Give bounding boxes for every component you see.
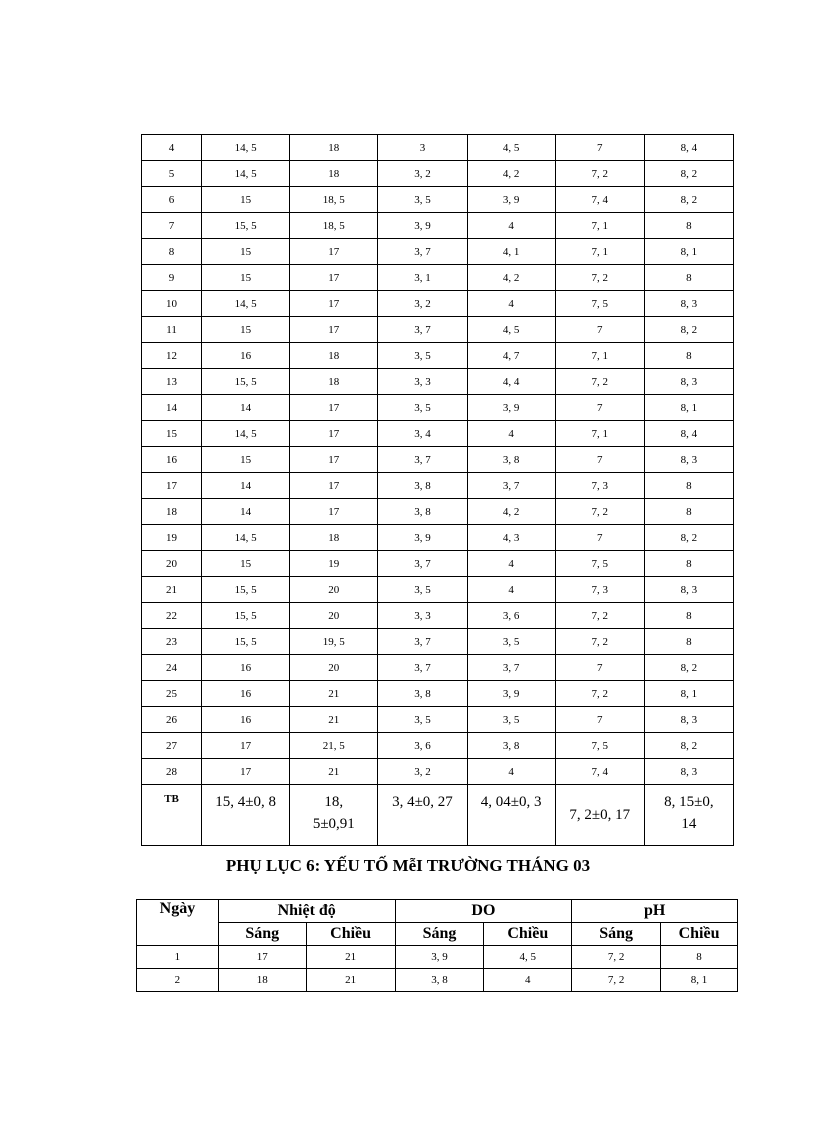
header-temperature: Nhiệt độ bbox=[218, 900, 395, 923]
cell-temp-morning: 17 bbox=[202, 733, 290, 759]
cell-do-afternoon: 3, 9 bbox=[467, 395, 555, 421]
cell-ph-afternoon: 8 bbox=[644, 343, 733, 369]
cell-temp-morning: 15, 5 bbox=[202, 629, 290, 655]
cell-day: 26 bbox=[142, 707, 202, 733]
cell-ph-morning: 7, 2 bbox=[555, 603, 644, 629]
cell-temp-morning: 15, 5 bbox=[202, 369, 290, 395]
table-row bbox=[142, 707, 734, 733]
cell-ph-morning: 7 bbox=[555, 655, 644, 681]
avg-do-afternoon: 4, 04±0, 3 bbox=[467, 785, 555, 846]
cell-temp-afternoon: 17 bbox=[290, 499, 378, 525]
cell-day: 6 bbox=[142, 187, 202, 213]
avg-temp-afternoon-line2: 5±0,91 bbox=[312, 816, 355, 832]
table-row bbox=[142, 421, 734, 447]
cell-ph-morning: 7, 2 bbox=[555, 681, 644, 707]
cell-temp-morning: 15 bbox=[202, 187, 290, 213]
cell-ph-afternoon: 8, 2 bbox=[644, 187, 733, 213]
cell-ph-morning: 7 bbox=[555, 395, 644, 421]
avg-temp-afternoon bbox=[290, 785, 378, 846]
header-row-2 bbox=[137, 923, 738, 946]
cell-ph-afternoon: 8, 1 bbox=[644, 395, 733, 421]
cell-do-morning: 3, 5 bbox=[378, 343, 467, 369]
cell-do-afternoon: 4 bbox=[467, 551, 555, 577]
cell-day: 28 bbox=[142, 759, 202, 785]
cell-ph-morning: 7, 1 bbox=[555, 343, 644, 369]
cell-temp-morning: 15 bbox=[202, 551, 290, 577]
cell-day: 9 bbox=[142, 265, 202, 291]
cell-temp-morning: 15 bbox=[202, 239, 290, 265]
cell-do-morning: 3 bbox=[378, 135, 467, 161]
header-temp-afternoon: Chiều bbox=[306, 923, 395, 946]
cell-do-afternoon: 3, 8 bbox=[467, 733, 555, 759]
table-row bbox=[142, 213, 734, 239]
cell-temp-afternoon: 18 bbox=[290, 135, 378, 161]
cell-day: 23 bbox=[142, 629, 202, 655]
cell-ph-morning: 7, 1 bbox=[555, 239, 644, 265]
cell-day: 15 bbox=[142, 421, 202, 447]
cell-temp-morning: 15 bbox=[202, 447, 290, 473]
cell-temp-afternoon: 21 bbox=[306, 946, 395, 969]
cell-ph-morning: 7, 4 bbox=[555, 759, 644, 785]
cell-ph-afternoon: 8 bbox=[644, 499, 733, 525]
cell-ph-afternoon: 8, 1 bbox=[644, 239, 733, 265]
cell-do-morning: 3, 7 bbox=[378, 447, 467, 473]
cell-do-afternoon: 3, 6 bbox=[467, 603, 555, 629]
cell-temp-afternoon: 19, 5 bbox=[290, 629, 378, 655]
avg-ph-afternoon-line2: 14 bbox=[681, 816, 697, 832]
cell-ph-afternoon: 8 bbox=[644, 213, 733, 239]
cell-day: 17 bbox=[142, 473, 202, 499]
table-row bbox=[142, 239, 734, 265]
table-row bbox=[142, 655, 734, 681]
cell-do-afternoon: 3, 5 bbox=[467, 629, 555, 655]
cell-day: 7 bbox=[142, 213, 202, 239]
cell-ph-afternoon: 8, 3 bbox=[644, 447, 733, 473]
cell-ph-afternoon: 8 bbox=[644, 551, 733, 577]
cell-temp-morning: 14 bbox=[202, 395, 290, 421]
header-do: DO bbox=[395, 900, 572, 923]
cell-do-afternoon: 4, 2 bbox=[467, 499, 555, 525]
cell-do-afternoon: 4 bbox=[467, 291, 555, 317]
cell-do-afternoon: 4 bbox=[467, 577, 555, 603]
cell-do-morning: 3, 8 bbox=[378, 681, 467, 707]
cell-do-morning: 3, 3 bbox=[378, 603, 467, 629]
cell-do-afternoon: 3, 9 bbox=[467, 187, 555, 213]
cell-do-afternoon: 4 bbox=[467, 421, 555, 447]
header-ph: pH bbox=[572, 900, 738, 923]
cell-do-morning: 3, 7 bbox=[378, 655, 467, 681]
table-row bbox=[142, 603, 734, 629]
section-title: PHỤ LỤC 6: YẾU TỐ MễI TRƯỜNG THÁNG 03 bbox=[225, 856, 591, 875]
cell-ph-morning: 7 bbox=[555, 447, 644, 473]
cell-do-afternoon: 4, 3 bbox=[467, 525, 555, 551]
cell-do-morning: 3, 7 bbox=[378, 239, 467, 265]
cell-do-morning: 3, 8 bbox=[378, 473, 467, 499]
cell-temp-afternoon: 20 bbox=[290, 655, 378, 681]
header-day: Ngày bbox=[137, 900, 219, 946]
cell-ph-afternoon: 8, 1 bbox=[644, 681, 733, 707]
cell-temp-afternoon: 21, 5 bbox=[290, 733, 378, 759]
cell-do-afternoon: 4, 5 bbox=[467, 135, 555, 161]
cell-do-afternoon: 4, 2 bbox=[467, 265, 555, 291]
cell-day: 1 bbox=[137, 946, 219, 969]
table-row bbox=[142, 551, 734, 577]
cell-ph-morning: 7, 2 bbox=[572, 969, 661, 992]
cell-day: 19 bbox=[142, 525, 202, 551]
cell-ph-afternoon: 8, 2 bbox=[644, 161, 733, 187]
cell-temp-afternoon: 21 bbox=[290, 681, 378, 707]
cell-temp-morning: 14, 5 bbox=[202, 161, 290, 187]
cell-day: 11 bbox=[142, 317, 202, 343]
cell-temp-afternoon: 18 bbox=[290, 161, 378, 187]
table-row bbox=[142, 629, 734, 655]
cell-day: 5 bbox=[142, 161, 202, 187]
cell-ph-afternoon: 8 bbox=[644, 629, 733, 655]
cell-temp-afternoon: 21 bbox=[290, 759, 378, 785]
cell-ph-morning: 7, 2 bbox=[555, 161, 644, 187]
cell-temp-morning: 17 bbox=[202, 759, 290, 785]
table-body bbox=[137, 946, 738, 992]
cell-temp-morning: 18 bbox=[218, 969, 306, 992]
cell-do-morning: 3, 6 bbox=[378, 733, 467, 759]
cell-do-afternoon: 4, 4 bbox=[467, 369, 555, 395]
cell-day: 4 bbox=[142, 135, 202, 161]
cell-temp-afternoon: 20 bbox=[290, 603, 378, 629]
table-row bbox=[142, 369, 734, 395]
cell-temp-morning: 15, 5 bbox=[202, 603, 290, 629]
cell-temp-afternoon: 18 bbox=[290, 525, 378, 551]
cell-temp-afternoon: 18 bbox=[290, 369, 378, 395]
cell-ph-afternoon: 8 bbox=[644, 265, 733, 291]
cell-ph-morning: 7 bbox=[555, 317, 644, 343]
header-ph-morning: Sáng bbox=[572, 923, 661, 946]
cell-temp-afternoon: 19 bbox=[290, 551, 378, 577]
cell-do-afternoon: 4 bbox=[467, 759, 555, 785]
cell-temp-afternoon: 18, 5 bbox=[290, 213, 378, 239]
cell-ph-afternoon: 8, 2 bbox=[644, 317, 733, 343]
table-row bbox=[142, 733, 734, 759]
cell-ph-morning: 7, 1 bbox=[555, 213, 644, 239]
cell-ph-afternoon: 8, 4 bbox=[644, 135, 733, 161]
cell-day: 21 bbox=[142, 577, 202, 603]
cell-temp-afternoon: 17 bbox=[290, 473, 378, 499]
cell-ph-morning: 7, 5 bbox=[555, 291, 644, 317]
cell-temp-afternoon: 17 bbox=[290, 265, 378, 291]
cell-do-morning: 3, 5 bbox=[378, 707, 467, 733]
cell-ph-afternoon: 8, 4 bbox=[644, 421, 733, 447]
table-body bbox=[142, 135, 734, 785]
cell-ph-afternoon: 8 bbox=[644, 473, 733, 499]
cell-ph-morning: 7, 2 bbox=[555, 369, 644, 395]
cell-ph-afternoon: 8, 3 bbox=[644, 707, 733, 733]
cell-do-afternoon: 3, 5 bbox=[467, 707, 555, 733]
cell-temp-morning: 15 bbox=[202, 317, 290, 343]
cell-temp-morning: 16 bbox=[202, 707, 290, 733]
cell-temp-afternoon: 21 bbox=[306, 969, 395, 992]
cell-temp-morning: 16 bbox=[202, 343, 290, 369]
table-row bbox=[142, 681, 734, 707]
header-do-afternoon: Chiều bbox=[484, 923, 572, 946]
cell-temp-morning: 16 bbox=[202, 655, 290, 681]
cell-do-morning: 3, 5 bbox=[378, 577, 467, 603]
cell-day: 2 bbox=[137, 969, 219, 992]
cell-do-morning: 3, 2 bbox=[378, 161, 467, 187]
cell-do-morning: 3, 9 bbox=[378, 213, 467, 239]
table-row bbox=[142, 187, 734, 213]
cell-ph-morning: 7, 4 bbox=[555, 187, 644, 213]
cell-ph-morning: 7, 2 bbox=[555, 629, 644, 655]
cell-ph-afternoon: 8, 2 bbox=[644, 525, 733, 551]
cell-do-afternoon: 4 bbox=[467, 213, 555, 239]
cell-ph-morning: 7, 2 bbox=[555, 265, 644, 291]
cell-do-afternoon: 4, 7 bbox=[467, 343, 555, 369]
cell-ph-afternoon: 8 bbox=[661, 946, 738, 969]
cell-ph-morning: 7, 1 bbox=[555, 421, 644, 447]
cell-temp-morning: 14, 5 bbox=[202, 291, 290, 317]
cell-temp-afternoon: 21 bbox=[290, 707, 378, 733]
cell-ph-morning: 7, 2 bbox=[555, 499, 644, 525]
cell-ph-afternoon: 8, 3 bbox=[644, 759, 733, 785]
cell-day: 24 bbox=[142, 655, 202, 681]
table-row bbox=[142, 161, 734, 187]
cell-day: 27 bbox=[142, 733, 202, 759]
cell-temp-morning: 15 bbox=[202, 265, 290, 291]
cell-ph-morning: 7 bbox=[555, 525, 644, 551]
cell-do-morning: 3, 8 bbox=[378, 499, 467, 525]
cell-ph-morning: 7 bbox=[555, 135, 644, 161]
avg-ph-afternoon bbox=[644, 785, 733, 846]
cell-day: 14 bbox=[142, 395, 202, 421]
cell-do-afternoon: 3, 8 bbox=[467, 447, 555, 473]
table-row bbox=[142, 577, 734, 603]
cell-ph-morning: 7 bbox=[555, 707, 644, 733]
table-row bbox=[142, 759, 734, 785]
cell-temp-afternoon: 17 bbox=[290, 239, 378, 265]
cell-temp-morning: 14, 5 bbox=[202, 135, 290, 161]
cell-do-morning: 3, 9 bbox=[395, 946, 484, 969]
cell-do-morning: 3, 8 bbox=[395, 969, 484, 992]
avg-do-morning: 3, 4±0, 27 bbox=[378, 785, 467, 846]
cell-ph-morning: 7, 3 bbox=[555, 577, 644, 603]
table-row bbox=[142, 525, 734, 551]
cell-day: 13 bbox=[142, 369, 202, 395]
cell-temp-afternoon: 17 bbox=[290, 317, 378, 343]
cell-temp-afternoon: 20 bbox=[290, 577, 378, 603]
table-row bbox=[142, 135, 734, 161]
cell-do-morning: 3, 2 bbox=[378, 759, 467, 785]
avg-ph-morning: 7, 2±0, 17 bbox=[555, 785, 644, 846]
cell-do-morning: 3, 7 bbox=[378, 317, 467, 343]
cell-ph-afternoon: 8, 3 bbox=[644, 577, 733, 603]
avg-temp-afternoon-line1: 18, bbox=[324, 794, 344, 810]
table-row bbox=[137, 969, 738, 992]
cell-temp-morning: 14, 5 bbox=[202, 525, 290, 551]
table-row bbox=[142, 317, 734, 343]
cell-day: 18 bbox=[142, 499, 202, 525]
cell-do-morning: 3, 9 bbox=[378, 525, 467, 551]
cell-temp-afternoon: 17 bbox=[290, 291, 378, 317]
cell-do-morning: 3, 5 bbox=[378, 395, 467, 421]
cell-day: 16 bbox=[142, 447, 202, 473]
cell-do-afternoon: 3, 9 bbox=[467, 681, 555, 707]
table-row bbox=[142, 265, 734, 291]
table-row bbox=[142, 395, 734, 421]
cell-do-afternoon: 4 bbox=[484, 969, 572, 992]
cell-temp-afternoon: 17 bbox=[290, 395, 378, 421]
cell-temp-morning: 14 bbox=[202, 473, 290, 499]
cell-temp-morning: 14 bbox=[202, 499, 290, 525]
cell-ph-morning: 7, 3 bbox=[555, 473, 644, 499]
avg-temp-morning: 15, 4±0, 8 bbox=[202, 785, 290, 846]
cell-ph-afternoon: 8, 3 bbox=[644, 369, 733, 395]
cell-do-afternoon: 4, 5 bbox=[467, 317, 555, 343]
cell-ph-afternoon: 8 bbox=[644, 603, 733, 629]
cell-day: 22 bbox=[142, 603, 202, 629]
cell-temp-afternoon: 18 bbox=[290, 343, 378, 369]
avg-ph-afternoon-line1: 8, 15±0, bbox=[664, 794, 714, 810]
cell-ph-morning: 7, 5 bbox=[555, 551, 644, 577]
cell-do-morning: 3, 3 bbox=[378, 369, 467, 395]
average-label: TB bbox=[142, 785, 202, 846]
average-row bbox=[142, 785, 734, 846]
cell-do-afternoon: 4, 1 bbox=[467, 239, 555, 265]
table-row bbox=[137, 946, 738, 969]
cell-do-morning: 3, 4 bbox=[378, 421, 467, 447]
cell-ph-afternoon: 8, 1 bbox=[661, 969, 738, 992]
cell-do-afternoon: 3, 7 bbox=[467, 473, 555, 499]
cell-ph-afternoon: 8, 2 bbox=[644, 733, 733, 759]
cell-day: 25 bbox=[142, 681, 202, 707]
header-do-morning: Sáng bbox=[395, 923, 484, 946]
cell-temp-morning: 16 bbox=[202, 681, 290, 707]
cell-temp-morning: 14, 5 bbox=[202, 421, 290, 447]
cell-day: 12 bbox=[142, 343, 202, 369]
cell-do-morning: 3, 1 bbox=[378, 265, 467, 291]
cell-day: 20 bbox=[142, 551, 202, 577]
cell-do-morning: 3, 2 bbox=[378, 291, 467, 317]
cell-ph-morning: 7, 5 bbox=[555, 733, 644, 759]
cell-day: 8 bbox=[142, 239, 202, 265]
table-row bbox=[142, 291, 734, 317]
cell-temp-afternoon: 17 bbox=[290, 421, 378, 447]
cell-temp-morning: 17 bbox=[218, 946, 306, 969]
cell-do-afternoon: 4, 5 bbox=[484, 946, 572, 969]
cell-ph-afternoon: 8, 3 bbox=[644, 291, 733, 317]
cell-do-morning: 3, 7 bbox=[378, 551, 467, 577]
table-row bbox=[142, 447, 734, 473]
header-row-1 bbox=[137, 900, 738, 923]
cell-temp-afternoon: 17 bbox=[290, 447, 378, 473]
table-row bbox=[142, 343, 734, 369]
cell-do-morning: 3, 5 bbox=[378, 187, 467, 213]
cell-temp-morning: 15, 5 bbox=[202, 213, 290, 239]
cell-do-afternoon: 3, 7 bbox=[467, 655, 555, 681]
cell-do-morning: 3, 7 bbox=[378, 629, 467, 655]
cell-do-afternoon: 4, 2 bbox=[467, 161, 555, 187]
table-row bbox=[142, 499, 734, 525]
february-environment-table bbox=[141, 134, 734, 846]
cell-day: 10 bbox=[142, 291, 202, 317]
cell-temp-morning: 15, 5 bbox=[202, 577, 290, 603]
cell-ph-afternoon: 8, 2 bbox=[644, 655, 733, 681]
cell-ph-morning: 7, 2 bbox=[572, 946, 661, 969]
header-temp-morning: Sáng bbox=[218, 923, 306, 946]
table-row bbox=[142, 473, 734, 499]
cell-temp-afternoon: 18, 5 bbox=[290, 187, 378, 213]
march-environment-table bbox=[136, 899, 738, 992]
header-ph-afternoon: Chiều bbox=[661, 923, 738, 946]
